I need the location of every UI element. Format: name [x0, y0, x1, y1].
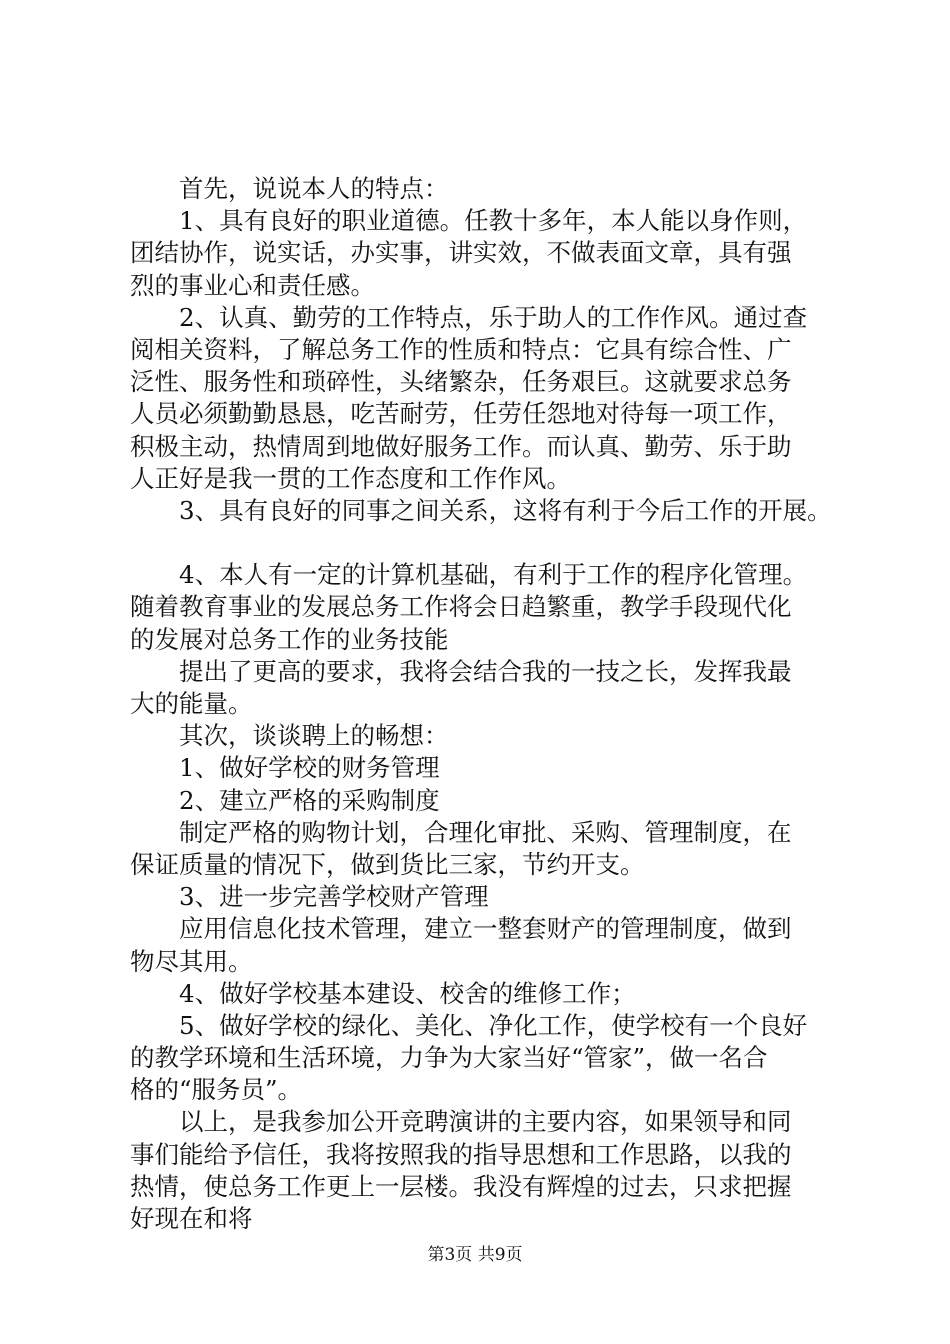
text-line: 保证质量的情况下，做到货比三家，节约开支。 — [130, 849, 645, 879]
text-line: 3、具有良好的同事之间关系，这将有利于今后工作的开展。 — [179, 495, 832, 525]
page-footer: 第3页 共9页 — [427, 1245, 523, 1265]
text-line: 团结协作，说实话，办实事，讲实效，不做表面文章，具有强 — [130, 238, 792, 268]
text-line: 阅相关资料，了解总务工作的性质和特点：它具有综合性、广 — [130, 334, 792, 364]
document-body — [130, 173, 830, 1235]
text-line: 提出了更高的要求，我将会结合我的一技之长，发挥我最 — [179, 656, 792, 686]
text-line: 4、做好学校基本建设、校舍的维修工作； — [179, 978, 636, 1008]
text-line: 5、做好学校的绿化、美化、净化工作，使学校有一个良好 — [179, 1010, 808, 1040]
text-line: 积极主动，热情周到地做好服务工作。而认真、勤劳、乐于助 — [130, 431, 792, 461]
text-line: 制定严格的购物计划，合理化审批、采购、管理制度，在 — [179, 817, 792, 847]
text-line: 1、具有良好的职业道德。任教十多年，本人能以身作则， — [179, 206, 808, 236]
text-line: 大的能量。 — [130, 689, 253, 718]
text-line: 以上，是我参加公开竞聘演讲的主要内容，如果领导和同 — [179, 1107, 792, 1137]
text-line: 的发展对总务工作的业务技能 — [130, 624, 449, 654]
text-line: 事们能给予信任，我将按照我的指导思想和工作思路，以我的 — [130, 1139, 792, 1169]
text-line: 4、本人有一定的计算机基础，有利于工作的程序化管理。 — [179, 560, 808, 590]
text-line: 随着教育事业的发展总务工作将会日趋繁重，教学手段现代化 — [130, 592, 792, 622]
text-line: 应用信息化技术管理，建立一整套财产的管理制度，做到 — [179, 914, 792, 944]
text-line: 其次，谈谈聘上的畅想： — [179, 721, 449, 751]
text-line: 2、认真、勤劳的工作特点，乐于助人的工作作风。通过查 — [179, 302, 808, 332]
text-line: 首先，说说本人的特点： — [179, 174, 449, 203]
text-line: 人正好是我一贯的工作态度和工作作风。 — [130, 463, 571, 493]
text-line: 的教学环境和生活环境，力争为大家当好“管家”，做一名合 — [130, 1043, 768, 1073]
text-line: 人员必须勤勤恳恳，吃苦耐劳，任劳任怨地对待每一项工作， — [130, 399, 792, 429]
text-line: 泛性、服务性和琐碎性，头绪繁杂，任务艰巨。这就要求总务 — [130, 367, 792, 397]
text-line: 好现在和将 — [130, 1204, 253, 1233]
text-line: 1、做好学校的财务管理 — [179, 753, 440, 783]
text-line: 3、进一步完善学校财产管理 — [179, 882, 489, 912]
text-line: 物尽其用。 — [130, 946, 253, 976]
text-line: 热情，使总务工作更上一层楼。我没有辉煌的过去，只求把握 — [130, 1171, 792, 1201]
text-line: 2、建立严格的采购制度 — [179, 785, 440, 815]
text-line: 格的“服务员”。 — [130, 1075, 303, 1105]
blank-line — [130, 527, 830, 559]
text-line: 烈的事业心和责任感。 — [130, 270, 375, 300]
